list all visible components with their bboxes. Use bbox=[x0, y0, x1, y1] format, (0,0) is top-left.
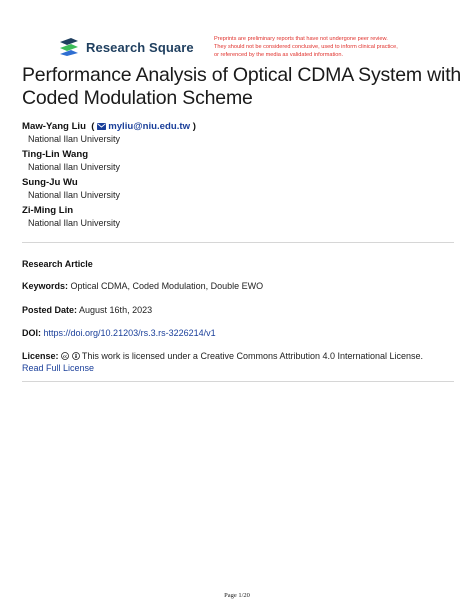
disclaimer-line: or referenced by the media as validated information. bbox=[214, 52, 344, 59]
disclaimer-line: Preprints are preliminary reports that have not undergone peer review. bbox=[214, 36, 388, 42]
article-type bbox=[22, 258, 454, 270]
article-type-label: Research Article bbox=[22, 259, 93, 269]
author-name: Zi-Ming Lin bbox=[22, 205, 74, 216]
divider bbox=[22, 242, 454, 243]
license-label: License: bbox=[22, 351, 59, 361]
doi-label: DOI: bbox=[22, 328, 41, 338]
posted-date-value: August 16th, 2023 bbox=[79, 305, 153, 315]
preprint-disclaimer bbox=[214, 35, 454, 60]
doi-row bbox=[22, 327, 454, 339]
author-affiliation: National Ilan University bbox=[28, 190, 121, 200]
author-email-link[interactable] bbox=[97, 121, 193, 132]
email-bracket-open: ( bbox=[88, 121, 95, 132]
keywords-label: Keywords: bbox=[22, 281, 69, 291]
author-name: Ting-Lin Wang bbox=[22, 149, 89, 160]
author-affiliation: National Ilan University bbox=[28, 218, 121, 228]
divider bbox=[22, 381, 454, 382]
author-entry bbox=[22, 177, 452, 201]
author-affiliation: National Ilan University bbox=[28, 134, 121, 144]
author-entry bbox=[22, 149, 452, 173]
creative-commons-icon bbox=[61, 352, 69, 360]
logo-text: Research Square bbox=[86, 39, 194, 55]
author-list bbox=[22, 121, 452, 233]
research-square-logo-icon bbox=[58, 37, 80, 57]
page-number: Page 1/20 bbox=[224, 592, 250, 599]
posted-date-row bbox=[22, 304, 454, 316]
research-square-logo[interactable] bbox=[58, 36, 194, 58]
preprint-header bbox=[0, 0, 474, 62]
svg-text:cc: cc bbox=[62, 354, 68, 359]
author-entry bbox=[22, 121, 452, 145]
posted-date-label: Posted Date: bbox=[22, 305, 78, 315]
author-email: myliu@niu.edu.tw bbox=[108, 121, 191, 132]
envelope-icon bbox=[97, 123, 106, 130]
doi-link[interactable]: https://doi.org/10.21203/rs.3.rs-3226214/v1 bbox=[43, 328, 216, 338]
license-row bbox=[22, 350, 454, 374]
license-text: This work is licensed under a Creative Commons Attribution 4.0 International License. bbox=[81, 351, 424, 361]
disclaimer-line: They should not be considered conclusive, used to inform clinical practice, bbox=[214, 44, 398, 51]
paper-title: Performance Analysis of Optical CDMA System with Coded Modulation Scheme bbox=[22, 64, 462, 109]
email-bracket-close: ) bbox=[192, 121, 196, 132]
author-affiliation: National Ilan University bbox=[28, 162, 121, 172]
read-full-license-link[interactable]: Read Full License bbox=[22, 363, 95, 373]
attribution-icon bbox=[72, 352, 80, 360]
author-entry bbox=[22, 205, 452, 229]
author-name: Sung-Ju Wu bbox=[22, 177, 78, 188]
author-name: Maw-Yang Liu bbox=[22, 121, 86, 132]
keywords-value: Optical CDMA, Coded Modulation, Double EWO bbox=[70, 281, 264, 291]
keywords-row bbox=[22, 280, 454, 292]
